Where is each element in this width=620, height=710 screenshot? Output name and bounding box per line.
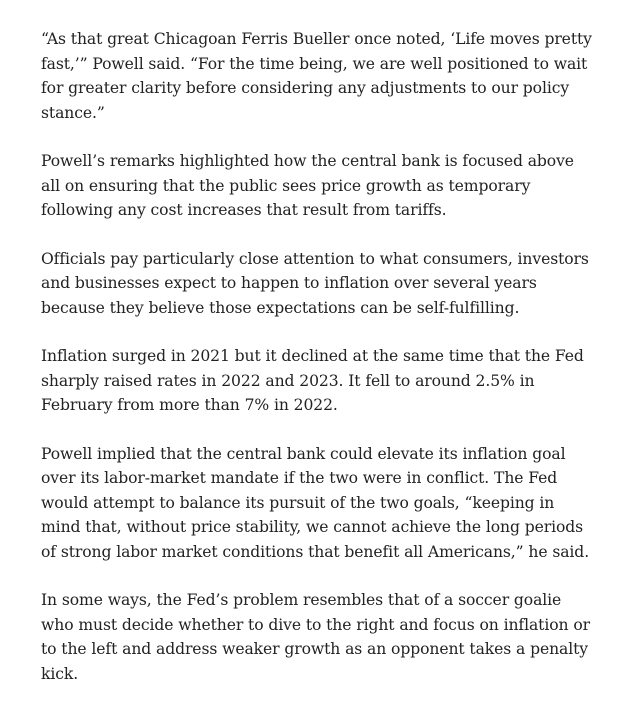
article-paragraph: Officials pay particularly close attention to what consumers, investors and businesses expect to happen to inflation over several years because they believe those expectations can be self-fulfilling.	[41, 249, 589, 317]
article-paragraph: “As that great Chicagoan Ferris Bueller once noted, ‘Life moves pretty fast,’” Powell said. “For the time being, we are well positioned to wait for greater clarity before considering any adjustments to our policy stance.”	[41, 30, 592, 122]
article-paragraph: Inflation surged in 2021 but it declined at the same time that the Fed sharply raised rates in 2022 and 2023. It fell to around 2.5% in February from more than 7% in 2022.	[41, 347, 584, 414]
article-paragraph: Powell’s remarks highlighted how the central bank is focused above all on ensuring that the public sees price growth as temporary following any cost increases that result from tariffs.	[41, 152, 574, 219]
article-body	[41, 27, 597, 710]
article-paragraph: In some ways, the Fed’s problem resembles that of a soccer goalie who must decide whether to dive to the right and focus on inflation or to the left and address weaker growth as an opponent takes a penalty kick.	[41, 591, 590, 683]
article-paragraph: Powell implied that the central bank could elevate its inflation goal over its labor-market mandate if the two were in conflict. The Fed would attempt to balance its pursuit of the two goals, “keeping in mind that, without price stability, we cannot achieve the long periods of strong labor market conditions that benefit all Americans,” he said.	[41, 444, 590, 561]
